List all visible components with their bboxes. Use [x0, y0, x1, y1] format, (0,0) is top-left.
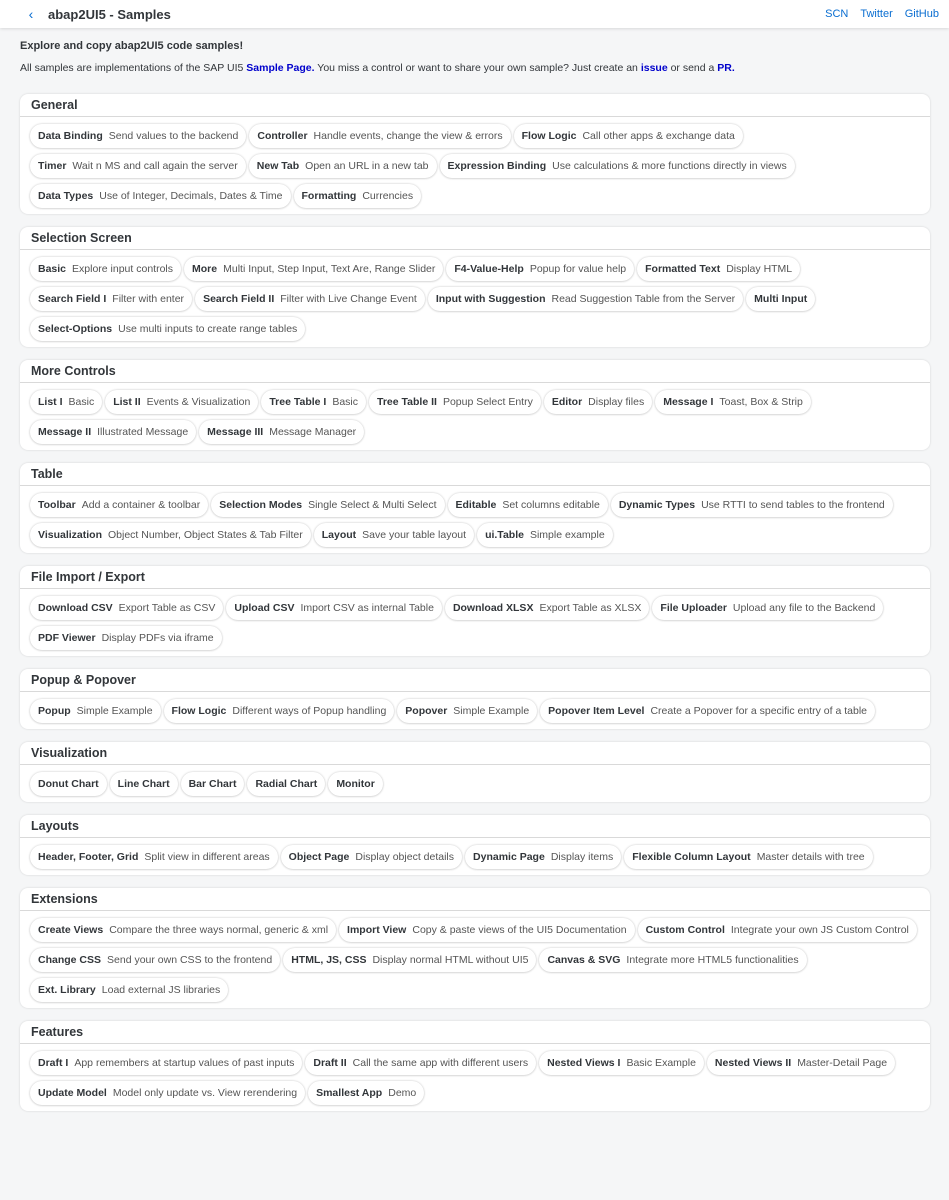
panel-body: [20, 838, 930, 875]
tile-subtitle: Basic: [68, 396, 95, 408]
tile-title: Object Page: [288, 851, 350, 863]
tile-popover-item-level[interactable]: [540, 699, 875, 723]
tile-subtitle: Add a container & toolbar: [81, 499, 201, 511]
tile-title: Dynamic Page: [473, 851, 545, 863]
tile-title: Message II: [38, 426, 92, 438]
tile-subtitle: Export Table as XLSX: [539, 602, 642, 614]
panel-selection-screen: [20, 227, 930, 347]
tile-title: Select-Options: [38, 323, 113, 335]
tile-basic[interactable]: [30, 257, 181, 281]
tile-subtitle: Use RTTI to send tables to the frontend: [701, 499, 885, 511]
tile-search-field-i[interactable]: [30, 287, 192, 311]
tile-subtitle: App remembers at startup values of past inputs: [74, 1057, 295, 1069]
tile-title: File Uploader: [660, 602, 727, 614]
tile-subtitle: Load external JS libraries: [101, 984, 221, 996]
tile-title: Controller: [257, 130, 308, 142]
panel-body: [20, 250, 930, 347]
tile-subtitle: Send your own CSS to the frontend: [107, 954, 273, 966]
tile-nested-views-ii[interactable]: [707, 1051, 895, 1075]
tile-subtitle: Create a Popover for a specific entry of a table: [650, 705, 868, 717]
tile-controller[interactable]: [249, 124, 510, 148]
tile-flow-logic[interactable]: [514, 124, 743, 148]
tile-title: Expression Binding: [447, 160, 547, 172]
panel-body: [20, 486, 930, 553]
tile-title: Nested Views I: [547, 1057, 621, 1069]
tile-title: Download XLSX: [452, 602, 534, 614]
tile-flow-logic[interactable]: [164, 699, 395, 723]
tile-title: Input with Suggestion: [435, 293, 546, 305]
tile-title: Editable: [455, 499, 497, 511]
tile-subtitle: Different ways of Popup handling: [232, 705, 387, 717]
tile-dynamic-page[interactable]: [465, 845, 621, 869]
tile-f4-value-help[interactable]: [446, 257, 634, 281]
tile-line-chart[interactable]: [110, 772, 178, 796]
tile-subtitle: Save your table layout: [362, 529, 467, 541]
panel-popup-popover: [20, 669, 930, 729]
tile-title: Dynamic Types: [618, 499, 696, 511]
tile-subtitle: Basic: [332, 396, 359, 408]
tile-subtitle: Currencies: [362, 190, 414, 202]
tile-subtitle: Integrate your own JS Custom Control: [730, 924, 909, 936]
tile-title: Custom Control: [645, 924, 725, 936]
tile-title: Draft I: [38, 1057, 69, 1069]
tile-title: List II: [113, 396, 141, 408]
tile-subtitle: Filter with Live Change Event: [280, 293, 417, 305]
panel-table: [20, 463, 930, 553]
tile-subtitle: Display HTML: [726, 263, 793, 275]
tile-data-binding[interactable]: [30, 124, 246, 148]
tile-title: Donut Chart: [38, 778, 99, 790]
panel-body: [20, 1044, 930, 1111]
tile-canvas-svg[interactable]: [539, 948, 806, 972]
tile-title: Change CSS: [38, 954, 102, 966]
tile-expression-binding[interactable]: [440, 154, 795, 178]
tile-subtitle: Object Number, Object States & Tab Filter: [108, 529, 303, 541]
tile-title: Selection Modes: [219, 499, 303, 511]
tile-subtitle: Display files: [588, 396, 645, 408]
tile-formatting[interactable]: [294, 184, 422, 208]
panel-title: General: [20, 94, 930, 117]
tile-download-csv[interactable]: [30, 596, 223, 620]
tile-message-ii[interactable]: [30, 420, 196, 444]
issue-link[interactable]: issue: [640, 62, 668, 74]
tile-subtitle: Simple example: [529, 529, 605, 541]
panel-file-import-export: [20, 566, 930, 656]
tile-title: Bar Chart: [188, 778, 237, 790]
panel-body: [20, 383, 930, 450]
tile-radial-chart[interactable]: [247, 772, 325, 796]
tile-visualization[interactable]: [30, 523, 311, 547]
tile-subtitle: Events & Visualization: [146, 396, 251, 408]
tile-title: ui.Table: [485, 529, 524, 541]
tile-subtitle: Single Select & Multi Select: [308, 499, 437, 511]
tile-title: Upload CSV: [234, 602, 295, 614]
tile-subtitle: Split view in different areas: [144, 851, 270, 863]
tile-title: Search Field I: [38, 293, 107, 305]
tile-subtitle: Read Suggestion Table from the Server: [551, 293, 736, 305]
tile-ui-table[interactable]: [477, 523, 613, 547]
tile-create-views[interactable]: [30, 918, 336, 942]
tile-title: New Tab: [256, 160, 300, 172]
tile-subtitle: Filter with enter: [112, 293, 185, 305]
tile-formatted-text[interactable]: [637, 257, 800, 281]
tile-layout[interactable]: [314, 523, 474, 547]
shell-bar: [0, 0, 949, 28]
panel-body: [20, 692, 930, 729]
tile-title: Update Model: [38, 1087, 107, 1099]
header-links: [825, 8, 939, 20]
sample-page-link[interactable]: Sample Page.: [246, 62, 315, 74]
tile-message-i[interactable]: [655, 390, 811, 414]
tile-pdf-viewer[interactable]: [30, 626, 222, 650]
tile-more[interactable]: [184, 257, 443, 281]
tile-title: Download CSV: [38, 602, 113, 614]
tile-donut-chart[interactable]: [30, 772, 107, 796]
tile-timer[interactable]: [30, 154, 246, 178]
tile-title: Flow Logic: [171, 705, 227, 717]
tile-draft-i[interactable]: [30, 1051, 302, 1075]
tile-subtitle: Display object details: [355, 851, 455, 863]
panel-visualization: [20, 742, 930, 802]
tile-title: Tree Table I: [269, 396, 327, 408]
github-link[interactable]: GitHub: [904, 8, 939, 20]
tile-title: Multi Input: [754, 293, 808, 305]
tile-subtitle: Simple Example: [76, 705, 153, 717]
pr-link[interactable]: PR.: [717, 62, 735, 74]
tile-subtitle: Toast, Box & Strip: [719, 396, 803, 408]
tile-tree-table-ii[interactable]: [369, 390, 541, 414]
tile-search-field-ii[interactable]: [195, 287, 425, 311]
tile-title: Visualization: [38, 529, 102, 541]
twitter-link[interactable]: Twitter: [860, 8, 893, 20]
panel-body: [20, 765, 930, 802]
intro: [0, 39, 949, 75]
app-title: abap2UI5 - Samples: [48, 6, 171, 22]
tile-draft-ii[interactable]: [305, 1051, 536, 1075]
tile-dynamic-types[interactable]: [611, 493, 893, 517]
tile-subtitle: Basic Example: [626, 1057, 696, 1069]
intro-text: [20, 61, 929, 75]
tile-subtitle: Export Table as CSV: [118, 602, 216, 614]
tile-title: Line Chart: [117, 778, 170, 790]
tile-object-page[interactable]: [281, 845, 462, 869]
intro-text-part-1: All samples are implementations of the SAP UI5: [20, 62, 244, 74]
tile-subtitle: Message Manager: [269, 426, 357, 438]
tile-subtitle: Send values to the backend: [108, 130, 239, 142]
panel-more-controls: [20, 360, 930, 450]
tile-title: Basic: [38, 263, 67, 275]
panel-body: [20, 911, 930, 1008]
tile-title: Popover Item Level: [548, 705, 645, 717]
panel-body: [20, 117, 930, 214]
tile-editor[interactable]: [544, 390, 652, 414]
tile-title: Ext. Library: [38, 984, 96, 996]
tile-subtitle: Use of Integer, Decimals, Dates & Time: [99, 190, 283, 202]
tile-title: Formatted Text: [645, 263, 721, 275]
tile-subtitle: Demo: [388, 1087, 417, 1099]
tile-title: Create Views: [38, 924, 104, 936]
tile-title: Message I: [663, 396, 714, 408]
tile-title: Tree Table II: [377, 396, 437, 408]
tile-title: Layout: [321, 529, 357, 541]
panel-title: Popup & Popover: [20, 669, 930, 692]
tile-subtitle: Master-Detail Page: [797, 1057, 888, 1069]
tile-subtitle: Compare the three ways normal, generic & xml: [109, 924, 329, 936]
tile-title: Nested Views II: [714, 1057, 792, 1069]
tile-subtitle: Import CSV as internal Table: [300, 602, 434, 614]
tile-html-js-css[interactable]: [283, 948, 536, 972]
tile-list-i[interactable]: [30, 390, 102, 414]
tile-toolbar[interactable]: [30, 493, 208, 517]
tile-title: Header, Footer, Grid: [38, 851, 139, 863]
tile-input-with-suggestion[interactable]: [428, 287, 743, 311]
tile-subtitle: Open an URL in a new tab: [305, 160, 429, 172]
tile-title: Message III: [207, 426, 264, 438]
tile-subtitle: Display items: [550, 851, 614, 863]
tile-title: F4-Value-Help: [454, 263, 524, 275]
tile-title: HTML, JS, CSS: [291, 954, 367, 966]
intro-heading: Explore and copy abap2UI5 code samples!: [20, 40, 244, 52]
tile-download-xlsx[interactable]: [445, 596, 649, 620]
tile-title: Flow Logic: [521, 130, 577, 142]
tile-title: Data Binding: [38, 130, 103, 142]
panel-title: File Import / Export: [20, 566, 930, 589]
tile-header-footer-grid[interactable]: [30, 845, 278, 869]
back-icon[interactable]: ‹: [28, 6, 34, 22]
tile-title: Search Field II: [203, 293, 275, 305]
tile-selection-modes[interactable]: [211, 493, 444, 517]
tile-subtitle: Call other apps & exchange data: [582, 130, 735, 142]
tile-subtitle: Popup Select Entry: [442, 396, 533, 408]
panel-title: More Controls: [20, 360, 930, 383]
panel-title: Features: [20, 1021, 930, 1044]
tile-title: Popover: [405, 705, 448, 717]
tile-title: Monitor: [336, 778, 375, 790]
panel-features: [20, 1021, 930, 1111]
tile-message-iii[interactable]: [199, 420, 364, 444]
tile-popover[interactable]: [397, 699, 537, 723]
tile-subtitle: Copy & paste views of the UI5 Documentation: [412, 924, 627, 936]
panel-title: Table: [20, 463, 930, 486]
tile-subtitle: Master details with tree: [756, 851, 865, 863]
tile-subtitle: Call the same app with different users: [352, 1057, 529, 1069]
tile-subtitle: Upload any file to the Backend: [732, 602, 876, 614]
tile-upload-csv[interactable]: [226, 596, 442, 620]
tile-update-model[interactable]: [30, 1081, 305, 1105]
tile-subtitle: Display normal HTML without UI5: [372, 954, 529, 966]
panel-general: [20, 94, 930, 214]
tile-title: Radial Chart: [255, 778, 318, 790]
panel-extensions: [20, 888, 930, 1008]
tile-subtitle: Use calculations & more functions directly in views: [552, 160, 787, 172]
panel-body: [20, 589, 930, 656]
tile-monitor[interactable]: [328, 772, 383, 796]
tile-popup[interactable]: [30, 699, 161, 723]
tile-title: Canvas & SVG: [547, 954, 621, 966]
tile-subtitle: Display PDFs via iframe: [101, 632, 214, 644]
tile-import-view[interactable]: [339, 918, 635, 942]
tile-editable[interactable]: [448, 493, 608, 517]
tile-ext-library[interactable]: [30, 978, 228, 1002]
tile-subtitle: Model only update vs. View rerendering: [112, 1087, 298, 1099]
panel-title: Layouts: [20, 815, 930, 838]
tile-tree-table-i[interactable]: [261, 390, 366, 414]
panel-title: Extensions: [20, 888, 930, 911]
panel-title: Visualization: [20, 742, 930, 765]
panel-layouts: [20, 815, 930, 875]
tile-subtitle: Simple Example: [453, 705, 530, 717]
tile-title: Timer: [38, 160, 67, 172]
tile-title: Flexible Column Layout: [632, 851, 751, 863]
tile-bar-chart[interactable]: [181, 772, 245, 796]
tile-title: Toolbar: [38, 499, 76, 511]
tile-file-uploader[interactable]: [652, 596, 883, 620]
tile-select-options[interactable]: [30, 317, 305, 341]
tile-title: PDF Viewer: [38, 632, 96, 644]
tile-subtitle: Explore input controls: [72, 263, 174, 275]
tile-subtitle: Wait n MS and call again the server: [72, 160, 238, 172]
tile-title: Draft II: [313, 1057, 347, 1069]
intro-text-part-2: You miss a control or want to share your own sample? Just create an: [317, 62, 638, 74]
tile-nested-views-i[interactable]: [539, 1051, 704, 1075]
tile-custom-control[interactable]: [638, 918, 917, 942]
tile-title: Data Types: [38, 190, 94, 202]
tile-multi-input[interactable]: [746, 287, 815, 311]
tile-title: More: [192, 263, 218, 275]
tile-list-ii[interactable]: [105, 390, 258, 414]
tile-smallest-app[interactable]: [308, 1081, 424, 1105]
intro-text-part-3: or send a: [670, 62, 715, 74]
tile-new-tab[interactable]: [249, 154, 437, 178]
tile-subtitle: Integrate more HTML5 functionalities: [626, 954, 799, 966]
tile-flexible-column-layout[interactable]: [624, 845, 872, 869]
tile-title: Import View: [347, 924, 407, 936]
tile-data-types[interactable]: [30, 184, 291, 208]
panel-title: Selection Screen: [20, 227, 930, 250]
tile-subtitle: Illustrated Message: [97, 426, 189, 438]
tile-subtitle: Popup for value help: [529, 263, 627, 275]
tile-title: Smallest App: [316, 1087, 383, 1099]
tile-subtitle: Multi Input, Step Input, Text Are, Range Slider: [223, 263, 436, 275]
tile-subtitle: Use multi inputs to create range tables: [118, 323, 298, 335]
tile-title: Formatting: [301, 190, 357, 202]
tile-title: Editor: [551, 396, 583, 408]
tile-subtitle: Set columns editable: [502, 499, 600, 511]
tile-title: List I: [38, 396, 63, 408]
tile-subtitle: Handle events, change the view & errors: [313, 130, 503, 142]
scn-link[interactable]: SCN: [825, 8, 849, 20]
tile-title: Popup: [38, 705, 71, 717]
tile-change-css[interactable]: [30, 948, 280, 972]
sample-panels: [20, 94, 930, 1124]
